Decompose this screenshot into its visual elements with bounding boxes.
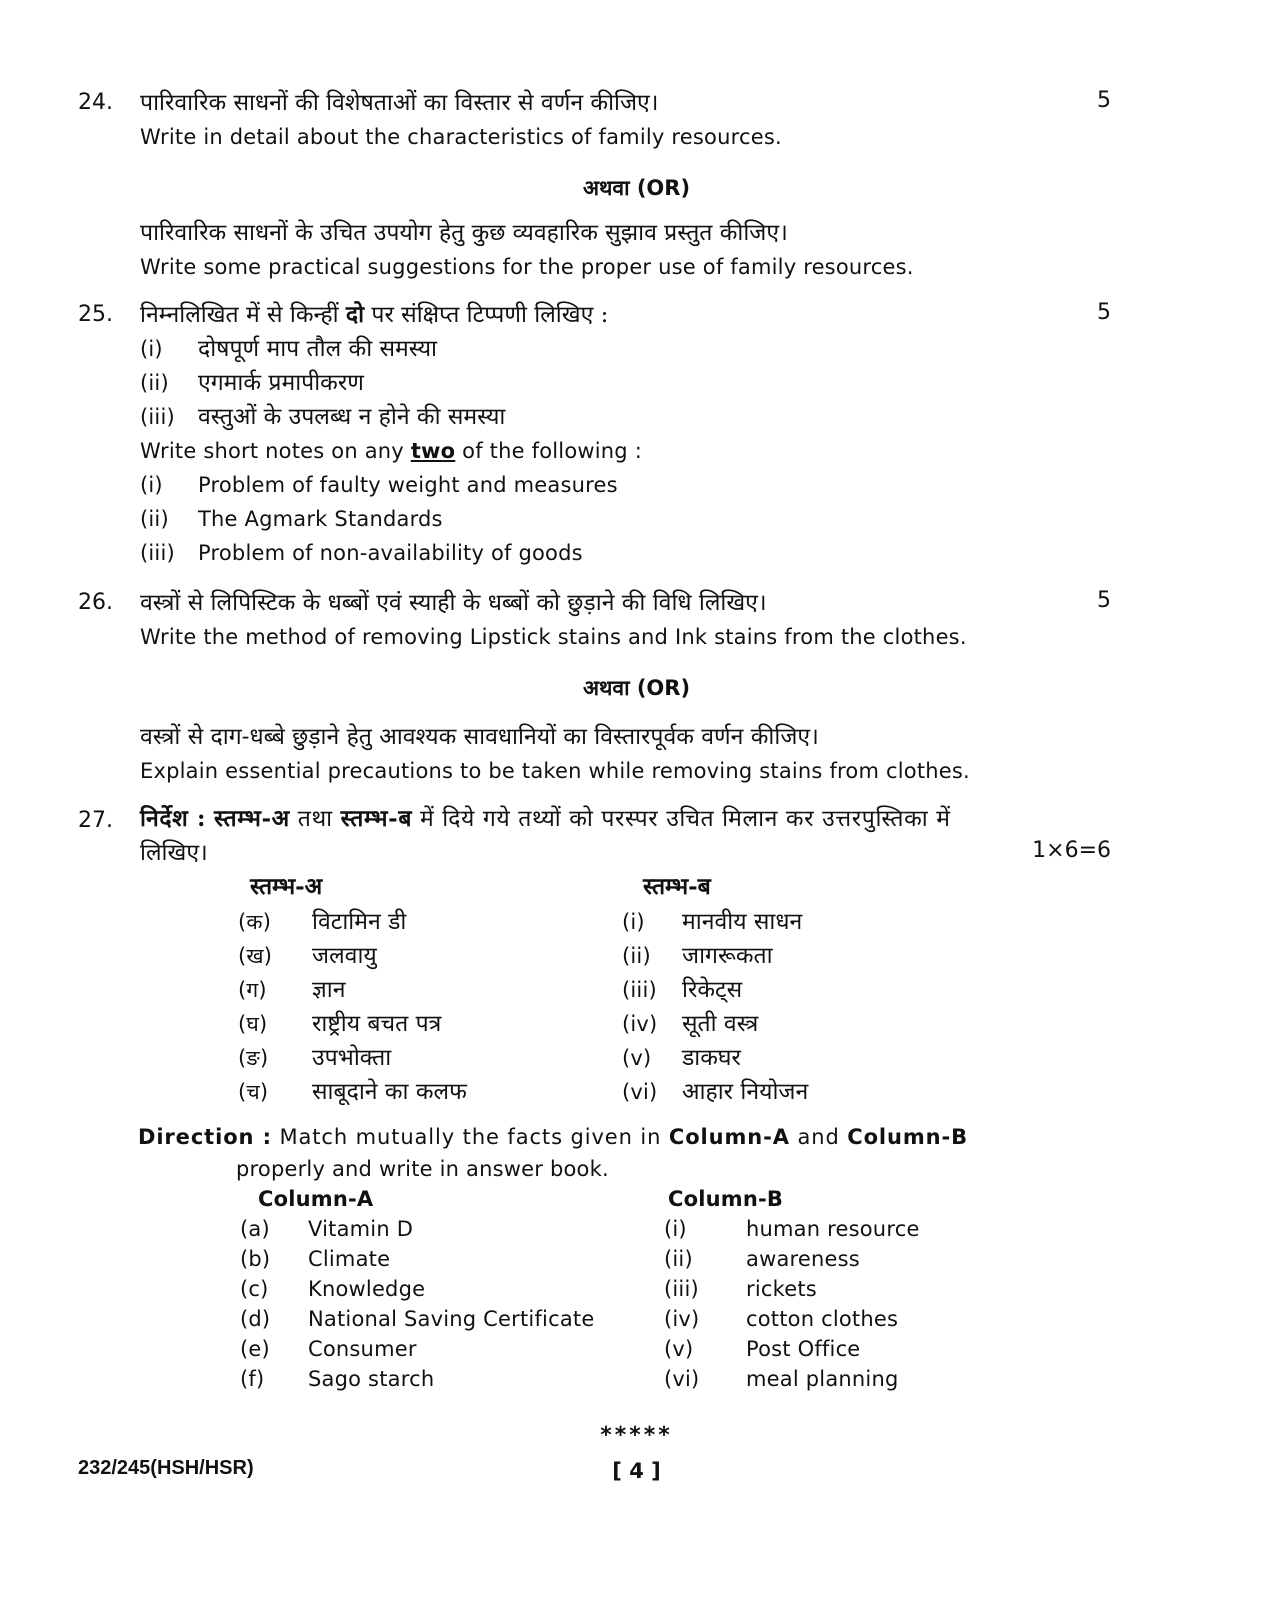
match-item-text: डाकघर [682,1045,741,1071]
direction-hindi-line2: लिखिए। [140,840,208,866]
match-item-text: सूती वस्त्र [682,1011,759,1037]
paper-code: 232/245(HSH/HSR) [78,1457,254,1479]
sub-item-label: (iii) [140,541,175,565]
match-item-text: Post Office [746,1337,861,1361]
match-item-text: rickets [746,1277,817,1301]
question-marks: 1×6=6 [1032,838,1111,863]
question-number: 25. [78,302,113,327]
direction-english: Direction : Match mutually the facts given in Column-A and Column-B [138,1125,969,1149]
match-item-label: (v) [664,1337,694,1361]
alt-text-english: Explain essential precautions to be taken while removing stains from clothes. [140,759,970,783]
match-item-label: (v) [622,1046,652,1070]
match-item-label: (घ) [238,1012,268,1036]
end-stars: ***** [600,1423,673,1448]
match-item-text: आहार नियोजन [682,1079,809,1105]
match-item-text: Climate [308,1247,391,1271]
match-item [622,1075,808,1109]
match-item [664,1242,860,1276]
match-item-text: मानवीय साधन [682,909,803,935]
match-item-label: (a) [240,1217,270,1241]
match-item-label: (ii) [664,1247,693,1271]
match-item [238,1007,441,1041]
question-24 [78,86,1123,154]
match-item-text: meal planning [746,1367,899,1391]
match-item [622,939,773,973]
question-26 [78,586,1123,654]
alt-text-english: Write some practical suggestions for the proper use of family resources. [140,255,914,279]
match-item-text: cotton clothes [746,1307,899,1331]
match-item-label: (b) [240,1247,271,1271]
match-item-label: (iv) [622,1012,658,1036]
question-24-alternative [78,216,1123,284]
hindi-column-b-heading: स्तम्भ-ब [643,873,711,900]
match-item [238,1041,391,1075]
question-text-hindi: निम्नलिखित में से किन्हीं दो पर संक्षिप्त टिप्पणी लिखिए : [140,301,609,328]
sub-item-label: (i) [140,337,163,361]
match-item [238,939,377,973]
match-item [240,1212,413,1246]
match-item-label: (ii) [622,944,651,968]
match-item-text: जागरूकता [682,943,773,969]
match-item [664,1302,898,1336]
sub-item-label: (i) [140,473,163,497]
sub-item-text: The Agmark Standards [198,507,443,531]
match-item-label: (ग) [238,978,267,1002]
match-item-label: (d) [240,1307,271,1331]
sub-item-text: Problem of faulty weight and measures [198,473,618,497]
match-item-label: (i) [664,1217,687,1241]
sub-item-text: Problem of non-availability of goods [198,541,583,565]
question-marks: 5 [1097,88,1111,113]
hindi-subitems [140,332,1123,434]
match-item-label: (i) [622,910,645,934]
alt-text-hindi: पारिवारिक साधनों के उचित उपयोग हेतु कुछ व्यवहारिक सुझाव प्रस्तुत कीजिए। [140,220,788,246]
direction-hindi: निर्देश : स्तम्भ-अ तथा स्तम्भ-ब में दिये गये तथ्यों को परस्पर उचित मिलान कर उत्तरपुस्तिका में [140,805,951,832]
match-item-label: (c) [240,1277,269,1301]
match-item [622,973,742,1007]
or-label: अथवा (OR) [582,176,691,200]
match-item [240,1302,594,1336]
sub-item-label: (ii) [140,507,169,531]
match-item-text: राष्ट्रीय बचत पत्र [312,1011,442,1037]
question-marks: 5 [1097,588,1111,613]
match-item-text: Sago starch [308,1367,435,1391]
match-item-label: (ख) [238,944,273,968]
match-item [240,1332,417,1366]
sub-item-text: दोषपूर्ण माप तौल की समस्या [198,336,438,362]
match-item [664,1272,817,1306]
question-text-hindi: वस्त्रों से लिपिस्टिक के धब्बों एवं स्याही के धब्बों को छुड़ाने की विधि लिखिए। [140,590,767,616]
match-item [622,905,802,939]
match-item-text: Vitamin D [308,1217,414,1241]
english-subitems [140,468,1123,570]
question-number: 26. [78,590,113,615]
match-item-text: विटामिन डी [312,909,407,935]
match-item-text: रिकेट्स [682,977,743,1003]
sub-item-text: एगमार्क प्रमापीकरण [198,370,364,396]
match-item-label: (iv) [664,1307,700,1331]
question-text-english: Write short notes on any two of the following : [140,439,642,463]
match-item-text: awareness [746,1247,860,1271]
match-item [240,1272,425,1306]
or-label: अथवा (OR) [582,676,691,700]
question-text-english: Write the method of removing Lipstick stains and Ink stains from the clothes. [140,625,967,649]
question-number: 27. [78,808,113,833]
sub-item [140,502,1123,536]
match-item [238,1075,467,1109]
match-item [238,973,345,1007]
match-item [664,1362,898,1396]
match-item-text: Consumer [308,1337,417,1361]
question-text-english: Write in detail about the characteristics of family resources. [140,125,782,149]
english-column-b-heading: Column-B [668,1187,784,1211]
match-item-label: (e) [240,1337,270,1361]
match-item-text: National Saving Certificate [308,1307,595,1331]
match-item [664,1212,920,1246]
sub-item-label: (ii) [140,371,169,395]
sub-item [140,536,1123,570]
match-item [622,1041,741,1075]
alt-text-hindi: वस्त्रों से दाग-धब्बे छुड़ाने हेतु आवश्यक सावधानियों का विस्तारपूर्वक वर्णन कीजिए। [140,724,819,750]
match-item [622,1007,758,1041]
sub-item-text: वस्तुओं के उपलब्ध न होने की समस्या [198,404,506,430]
question-27 [78,802,1123,870]
question-marks: 5 [1097,300,1111,325]
match-item-label: (च) [238,1080,269,1104]
match-item-text: जलवायु [312,943,377,969]
sub-item [140,468,1123,502]
english-column-a-heading: Column-A [258,1187,374,1211]
match-item-text: ज्ञान [312,977,346,1003]
sub-item [140,366,1123,400]
match-item-text: Knowledge [308,1277,426,1301]
page-number: [ 4 ] [612,1459,661,1483]
match-item-text: human resource [746,1217,920,1241]
question-25 [78,298,1123,570]
question-text-hindi: पारिवारिक साधनों की विशेषताओं का विस्तार से वर्णन कीजिए। [140,90,659,116]
direction-english-line2: properly and write in answer book. [236,1157,609,1181]
sub-item [140,400,1123,434]
match-item-text: साबूदाने का कलफ [312,1079,467,1105]
sub-item [140,332,1123,366]
match-item-label: (क) [238,910,272,934]
match-item-label: (f) [240,1367,265,1391]
hindi-column-a-heading: स्तम्भ-अ [250,873,323,900]
match-item-text: उपभोक्ता [312,1045,392,1071]
match-item [238,905,406,939]
match-item-label: (iii) [664,1277,699,1301]
match-item [664,1332,860,1366]
match-item-label: (vi) [622,1080,658,1104]
sub-item-label: (iii) [140,405,175,429]
match-item-label: (ङ) [238,1046,269,1070]
question-26-alternative [78,720,1123,788]
match-item-label: (vi) [664,1367,700,1391]
match-item [240,1362,434,1396]
match-item [240,1242,390,1276]
question-number: 24. [78,90,113,115]
match-item-label: (iii) [622,978,657,1002]
